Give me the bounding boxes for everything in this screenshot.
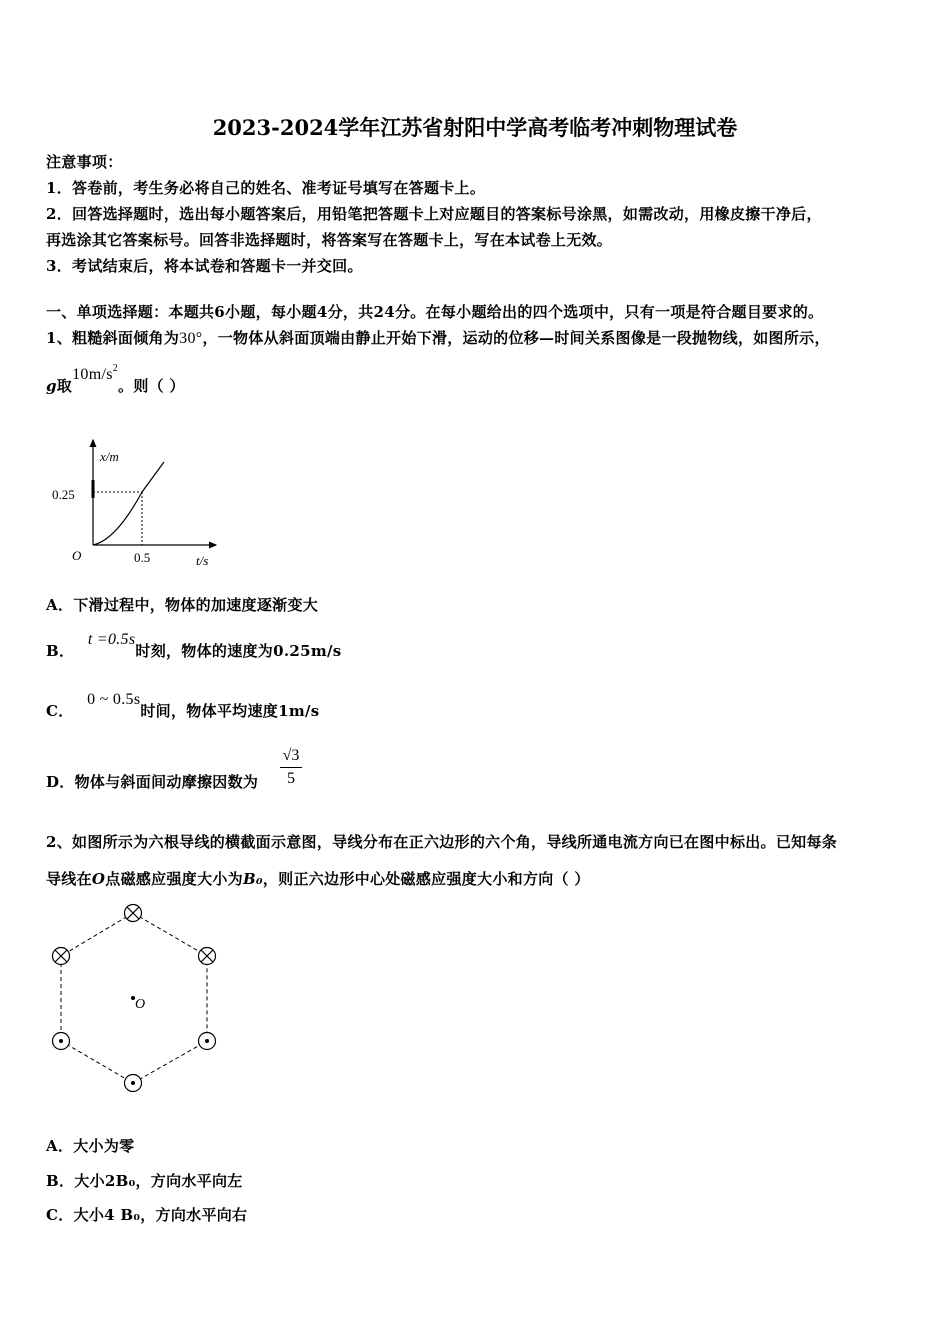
q1-g-value	[72, 363, 119, 383]
q2-stem-line1: 2、如图所示为六根导线的横截面示意图，导线分布在正六边形的六个角，导线所通电流方向已在图中标出。已知每条	[46, 833, 838, 851]
q2-option-b-text: 大小2B₀，方向水平向左	[74, 1172, 243, 1190]
q2-option-a	[46, 1135, 134, 1156]
q2-option-c-letter: C．	[46, 1206, 74, 1224]
section-heading: 一、单项选择题：本题共6小题，每小题4分，共24分。在每小题给出的四个选项中，只有一项是符合题目要求的。	[46, 303, 824, 321]
notice-item-3: 3．考试结束后，将本试卷和答题卡一并交回。	[46, 257, 363, 275]
q1-xt-graph	[46, 430, 246, 575]
q2-option-a-text: 大小为零	[73, 1137, 135, 1155]
q1-option-a-text: 下滑过程中，物体的加速度逐渐变大	[73, 596, 319, 614]
q1-option-c-text: 时间，物体平均速度1m/s	[140, 702, 320, 720]
q1-option-c-math: 0 ~ 0.5s	[87, 691, 141, 708]
notice-item-2: 2．回答选择题时，选出每小题答案后，用铅笔把答题卡上对应题目的答案标号涂黑，如需改动，用橡皮擦干净后，	[46, 205, 822, 223]
q2-o-label: O	[91, 870, 106, 888]
q1-option-b-letter: B．	[46, 642, 75, 660]
q1-g-exponent: 2	[112, 363, 119, 374]
notice-heading: 注意事项：	[46, 153, 123, 171]
q2-b0-label: B₀	[242, 870, 263, 888]
q1-stem-text-b: ，一物体从斜面顶端由静止开始下滑，运动的位移—时间关系图像是一段抛物线，如图所示，	[202, 329, 830, 347]
q1-stem-text-c: 取	[56, 377, 73, 395]
wire-into-page-top	[125, 905, 142, 922]
notice-item-2-cont: 再选涂其它答案标号。回答非选择题时，将答案写在答题卡上，写在本试卷上无效。	[46, 231, 613, 249]
q2-option-c	[46, 1204, 247, 1225]
q1-stem-line2	[46, 363, 185, 396]
q1-option-d-fraction	[278, 746, 304, 789]
page-title: 2023-2024学年江苏省射阳中学高考临考冲刺物理试卷	[212, 115, 738, 140]
q1-y-tick: 0.25	[52, 487, 75, 502]
q2-option-b	[46, 1170, 243, 1191]
q1-fraction-denominator: 5	[287, 770, 295, 787]
q1-angle: 30°	[179, 330, 203, 347]
hexagon-center-label: O	[135, 997, 146, 1012]
q2-stem-line2	[46, 868, 590, 889]
q1-stem-text-a: 1、粗糙斜面倾角为	[46, 329, 180, 347]
q2-option-a-letter: A．	[46, 1137, 74, 1155]
q1-option-a-letter: A．	[46, 596, 74, 614]
q1-x-axis-label: t/s	[196, 553, 209, 568]
q1-curve	[93, 462, 164, 545]
q2-option-b-letter: B．	[46, 1172, 75, 1190]
q2-stem-text-b: 点磁感应强度大小为	[105, 870, 243, 888]
q2-stem-text-a: 导线在	[46, 870, 92, 888]
q1-option-b-math: t =0.5s	[87, 631, 136, 648]
q1-y-axis-label: x/m	[100, 449, 119, 464]
q1-option-c-letter: C．	[46, 702, 74, 720]
wire-into-page-upper-right	[199, 948, 216, 965]
q1-g-value-base: 10m/s	[72, 366, 113, 383]
q2-hexagon-figure	[40, 897, 240, 1097]
q1-option-d	[46, 771, 258, 792]
q1-option-d-text: 物体与斜面间动摩擦因数为	[74, 773, 259, 791]
q2-stem-text-c: ，则正六边形中心处磁感应强度大小和方向（ ）	[262, 870, 590, 888]
q1-g-label: g	[46, 377, 57, 395]
q1-option-c	[46, 691, 320, 721]
notice-item-1: 1．答卷前，考生务必将自己的姓名、准考证号填写在答题卡上。	[46, 179, 486, 197]
q1-option-b	[46, 631, 342, 661]
q1-stem-line1	[46, 327, 830, 348]
q1-fraction-numerator: √3	[282, 747, 300, 764]
q1-x-tick: 0.5	[134, 550, 151, 565]
wire-into-page-upper-left	[53, 948, 70, 965]
wire-out-of-page-lower-left	[53, 1033, 70, 1050]
q2-option-c-text: 大小4 B₀，方向水平向右	[73, 1206, 248, 1224]
wire-out-of-page-lower-right	[199, 1033, 216, 1050]
q1-option-a	[46, 594, 318, 615]
q1-option-d-letter: D．	[46, 773, 75, 791]
q1-stem-text-d: 。则（ ）	[118, 377, 185, 395]
q1-origin-label: O	[72, 548, 82, 563]
q1-fraction-bar	[280, 767, 302, 768]
q1-option-b-text: 时刻，物体的速度为0.25m/s	[135, 642, 342, 660]
wire-out-of-page-bottom	[125, 1075, 142, 1092]
